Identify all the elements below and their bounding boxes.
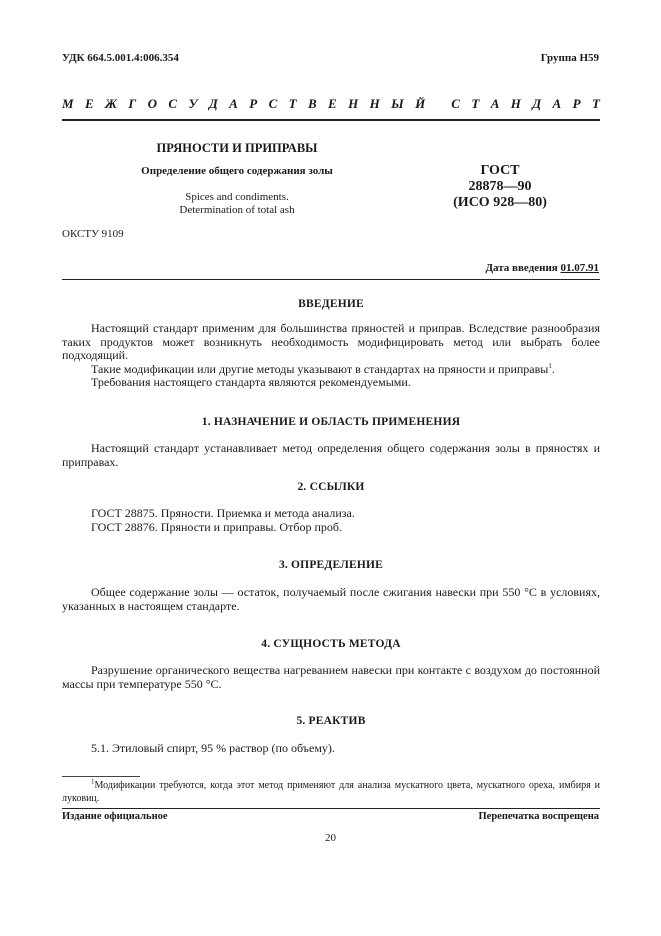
standard-type-banner [62, 96, 600, 112]
section-heading-intro: ВВЕДЕНИЕ [298, 298, 364, 310]
banner-letter: В [307, 96, 317, 111]
banner-letter: А [229, 96, 238, 111]
footer-official-edition: Издание официальное [62, 811, 168, 822]
banner-letter: Т [591, 96, 600, 111]
gost-number: 28878—90 [468, 179, 532, 194]
banner-letter: А [490, 96, 500, 111]
section-5-paragraph: 5.1. Этиловый спирт, 95 % раствор (по объему). [91, 741, 335, 755]
banner-letter: Н [369, 96, 380, 111]
section-heading-4: 4. СУЩНОСТЬ МЕТОДА [261, 638, 401, 650]
banner-letter: Н [348, 96, 359, 111]
banner-letter: Й [415, 96, 426, 111]
section-heading-1: 1. НАЗНАЧЕНИЕ И ОБЛАСТЬ ПРИМЕНЕНИЯ [201, 416, 461, 428]
reference-1: ГОСТ 28875. Пряности. Приемка и метода анализа. [91, 506, 355, 520]
english-title-line2: Determination of total ash [179, 204, 295, 216]
section-5-body [62, 742, 600, 756]
reference-2: ГОСТ 28876. Пряности и приправы. Отбор проб. [91, 519, 342, 534]
banner-letter: С [451, 96, 460, 111]
banner-letter: Р [572, 96, 581, 111]
gost-designation [440, 163, 560, 211]
footer-rule [62, 808, 600, 809]
iso-number: (ИСО 928—80) [453, 195, 547, 210]
banner-letter: Ы [391, 96, 404, 111]
footnote-separator [62, 776, 140, 777]
banner-letter: О [147, 96, 157, 111]
section-heading-3: 3. ОПРЕДЕЛЕНИЕ [278, 559, 384, 571]
banner-letter: Т [471, 96, 480, 111]
footnote-mark: 1 [91, 777, 95, 786]
banner-letter: А [552, 96, 562, 111]
effective-date-label: Дата введения [485, 262, 558, 274]
effective-date-value: 01.07.91 [560, 262, 599, 274]
banner-letter: Ж [105, 96, 117, 111]
banner-letter: Д [532, 96, 542, 111]
footnote-reference: 1 [548, 361, 552, 370]
banner-letter: Е [84, 96, 94, 111]
footnote [62, 779, 600, 805]
section-1-paragraph: Настоящий стандарт устанавливает метод определения общего содержания золы в пряностях и приправах. [62, 441, 600, 469]
intro-paragraph-3: Требования настоящего стандарта являются рекомендуемыми. [91, 375, 411, 389]
intro-paragraph-2-text: Такие модификации или другие методы указывают в стандартах на пряности и приправы [91, 361, 549, 376]
footnote-body: Модификации требуются, когда этот метод применяют для анализа мускатного цвета, мускатного ореха, имбиря и луковиц. [62, 780, 600, 804]
section-heading-2: 2. ССЫЛКИ [297, 481, 365, 493]
section-3-paragraph: Общее содержание золы — остаток, получаемый после сжигания навески при 550 °С в условиях, указанных в настоящем стандарте. [62, 585, 600, 613]
banner-letter: Н [510, 96, 521, 111]
intro-paragraph-2 [62, 363, 600, 377]
banner-letter: Т [288, 96, 297, 111]
section-2-body [62, 507, 600, 534]
footnote-text [62, 779, 600, 805]
udk-code: УДК 664.5.001.4:006.354 [62, 52, 179, 64]
banner-letter: Е [328, 96, 337, 111]
intro-paragraph-2-end: . [551, 361, 555, 376]
document-title: ПРЯНОСТИ И ПРИПРАВЫ [156, 141, 318, 155]
footer-reprint-prohibited: Перепечатка воспрещена [478, 811, 599, 822]
section-4-paragraph: Разрушение органического вещества нагреванием навески при контакте с воздухом до постоянной массы при температуре 550 °С. [62, 663, 600, 691]
banner-letter: Г [128, 96, 137, 111]
section-1-body [62, 442, 600, 469]
section-heading-5: 5. РЕАКТИВ [296, 715, 366, 727]
section-3-body [62, 586, 600, 613]
gost-label: ГОСТ [480, 163, 520, 178]
page-number: 20 [325, 832, 336, 844]
banner-letter [437, 96, 440, 112]
okstu-code: ОКСТУ 9109 [62, 228, 124, 240]
banner-letter: Д [208, 96, 218, 111]
section-4-body [62, 664, 600, 691]
group-code: Группа Н59 [540, 52, 599, 64]
banner-letter: М [62, 96, 74, 111]
banner-letter: У [188, 96, 198, 111]
effective-date [485, 262, 599, 274]
intro-paragraph-1: Настоящий стандарт применим для большинства пряностей и приправ. Вследствие разнообразия таких продуктов может возникнуть необходимость модифицировать метод или выбрать более подходящий. [62, 321, 600, 362]
banner-letter: Р [249, 96, 258, 111]
document-subtitle: Определение общего содержания золы [141, 165, 333, 177]
english-title-line1: Spices and condiments. [185, 191, 289, 203]
banner-letter: С [168, 96, 178, 111]
header-rule [62, 279, 600, 280]
intro-body [62, 322, 600, 390]
banner-rule [62, 119, 600, 121]
banner-letter: С [268, 96, 278, 111]
